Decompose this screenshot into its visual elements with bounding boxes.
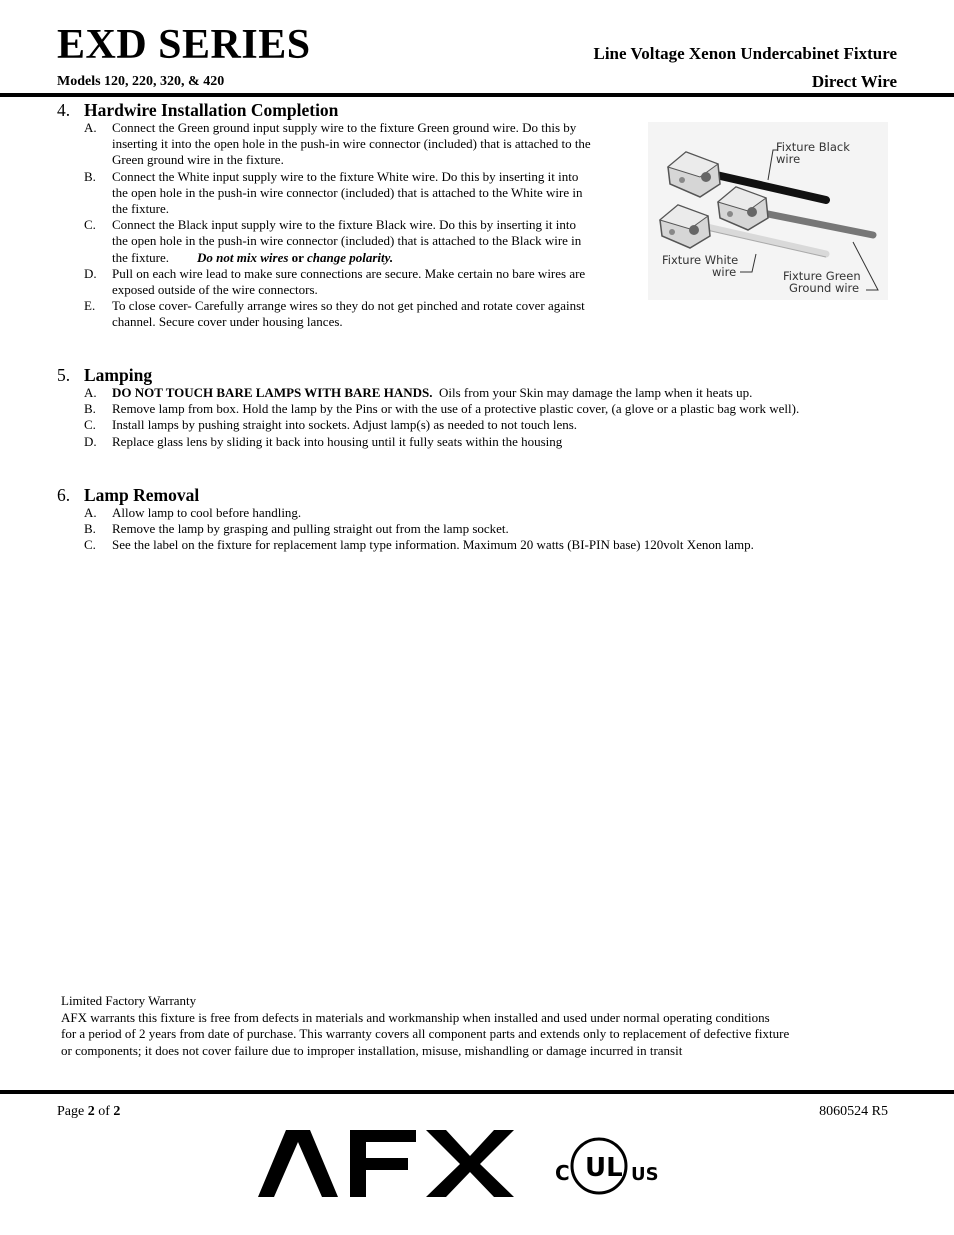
section-6-heading (57, 485, 199, 506)
list-item: A. DO NOT TOUCH BARE LAMPS WITH BARE HANDS. Oils from your Skin may damage the lamp when it heats up. (84, 385, 753, 400)
models-line: Models 120, 220, 320, & 420 (57, 74, 225, 89)
section-number: 5. (57, 365, 71, 385)
section-number: 6. (57, 485, 71, 505)
svg-text:C: C (555, 1161, 570, 1185)
section-5-heading (57, 365, 152, 386)
cul-us-listing-mark (555, 1136, 659, 1196)
page-number: Page 2 of 2 (57, 1104, 121, 1119)
section-title: Hardwire Installation Completion (84, 100, 339, 120)
header-divider (0, 93, 954, 97)
section-4-heading (57, 100, 338, 121)
warranty-text: for a period of 2 years from date of purchase. This warranty covers all component parts and extends only to replacement of defective fixture (61, 1026, 790, 1041)
label-fixture-green-2: Ground wire (789, 281, 860, 295)
section-4-list (84, 120, 644, 331)
polarity-warning: Do not mix wires (197, 249, 289, 265)
list-item: C. See the label on the fixture for replacement lamp type information. Maximum 20 watts (BI-PIN base) 120volt Xenon lamp. (84, 537, 754, 553)
section-title: Lamping (84, 365, 153, 385)
wiring-type: Direct Wire (811, 72, 897, 91)
warranty-text: or components; it does not cover failure due to improper installation, misuse, mishandling or damage incurred in transit (61, 1042, 683, 1058)
section-number: 4. (57, 100, 71, 120)
section-6-list (84, 505, 904, 554)
label-fixture-green: Fixture Green (783, 269, 861, 283)
list-item: B. Connect the White input supply wire to the fixture White wire. Do this by inserting it into the open hole in the push-in wire connector (included) that is attached to the White wire in the fixture. (84, 168, 583, 217)
footer-divider (0, 1090, 954, 1094)
lamping-warning: DO NOT TOUCH BARE LAMPS WITH BARE HANDS. (112, 385, 433, 400)
list-item: C. Connect the Black input supply wire to the fixture Black wire. Do this by inserting it into the open hole in the push-in wire connector (included) that is attached to the Black wire in the fixture. Do not mix wires or change polarity. (84, 217, 582, 265)
warranty-title: Limited Factory Warranty (61, 993, 197, 1008)
wire-connector-diagram (648, 122, 888, 300)
afx-logo (258, 1130, 516, 1198)
svg-text:US: US (631, 1164, 659, 1185)
list-item: B. Remove the lamp by grasping and pulling straight out from the lamp socket. (84, 521, 509, 537)
label-fixture-white-2: wire (712, 265, 737, 279)
product-subtitle: Line Voltage Xenon Undercabinet Fixture (593, 44, 897, 63)
svg-text:UL: UL (585, 1153, 623, 1183)
series-title: EXD SERIES (57, 22, 311, 68)
list-item: D. Replace glass lens by sliding it back into housing until it fully seats within the housing (84, 433, 563, 449)
list-item: D. Pull on each wire lead to make sure connections are secure. Make certain no bare wires are exposed outside of the wire connectors. (84, 265, 586, 298)
section-title: Lamp Removal (84, 485, 200, 505)
list-item: A. Connect the Green ground input supply wire to the fixture Green ground wire. Do this by inserting it into the open hole in the push-in wire connector (included) that is attached to the Green ground wire in the fixture. (84, 120, 591, 168)
label-fixture-black-2: wire (776, 152, 801, 166)
document-number: 8060524 R5 (819, 1104, 888, 1119)
warranty-block (61, 993, 881, 1059)
label-fixture-white: Fixture White (662, 253, 739, 267)
list-item: C. Install lamps by pushing straight into sockets. Adjust lamp(s) as needed to not touch lens. (84, 417, 578, 433)
list-item: A. Allow lamp to cool before handling. (84, 505, 302, 520)
list-item: E. To close cover- Carefully arrange wires so they do not get pinched and rotate cover against channel. Secure cover under housing lances. (84, 298, 585, 330)
warranty-text: AFX warrants this fixture is free from defects in materials and workmanship when installed and used under normal operating conditions (61, 1009, 770, 1025)
section-5-list (84, 385, 904, 450)
label-fixture-black: Fixture Black (776, 140, 850, 154)
list-item: B. Remove lamp from box. Hold the lamp by the Pins or with the use of a protective plastic cover, (a glove or a plastic bag work well). (84, 401, 800, 417)
